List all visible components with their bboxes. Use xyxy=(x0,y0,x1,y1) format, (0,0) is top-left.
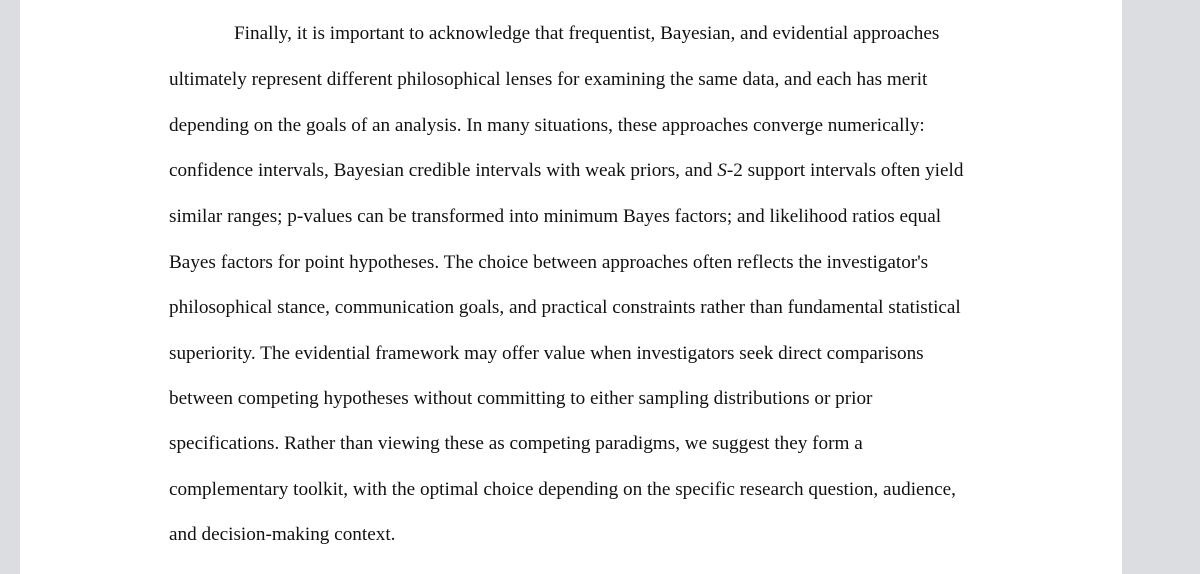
paragraph-line: Bayes factors for point hypotheses. The choice between approaches often reflects the investigator's xyxy=(169,252,929,273)
paragraph-line: Finally, it is important to acknowledge that frequentist, Bayesian, and evidential approaches xyxy=(234,23,940,44)
text-run: confidence intervals, Bayesian credible intervals with weak priors, and xyxy=(169,160,718,181)
paragraph-line: complementary toolkit, with the optimal choice depending on the specific research question, audience, xyxy=(169,479,956,500)
paragraph-line xyxy=(169,159,963,183)
paragraph-line: between competing hypotheses without committing to either sampling distributions or prior xyxy=(169,388,873,409)
text-run: -2 support intervals often yield xyxy=(726,160,964,181)
paragraph-line: and decision-making context. xyxy=(169,524,396,545)
paragraph-line: similar ranges; p-values can be transformed into minimum Bayes factors; and likelihood ratios equal xyxy=(169,206,942,227)
paragraph-line: specifications. Rather than viewing these as competing paradigms, we suggest they form a xyxy=(169,433,863,454)
document-page xyxy=(20,0,1122,574)
paragraph-line: ultimately represent different philosophical lenses for examining the same data, and each has merit xyxy=(169,69,928,90)
paragraph-line: depending on the goals of an analysis. In many situations, these approaches converge numerically: xyxy=(169,115,925,136)
italic-symbol: S xyxy=(717,160,727,181)
paragraph-line: philosophical stance, communication goals, and practical constraints rather than fundamental statistical xyxy=(169,297,961,318)
paragraph-line: superiority. The evidential framework may offer value when investigators seek direct comparisons xyxy=(169,343,924,364)
